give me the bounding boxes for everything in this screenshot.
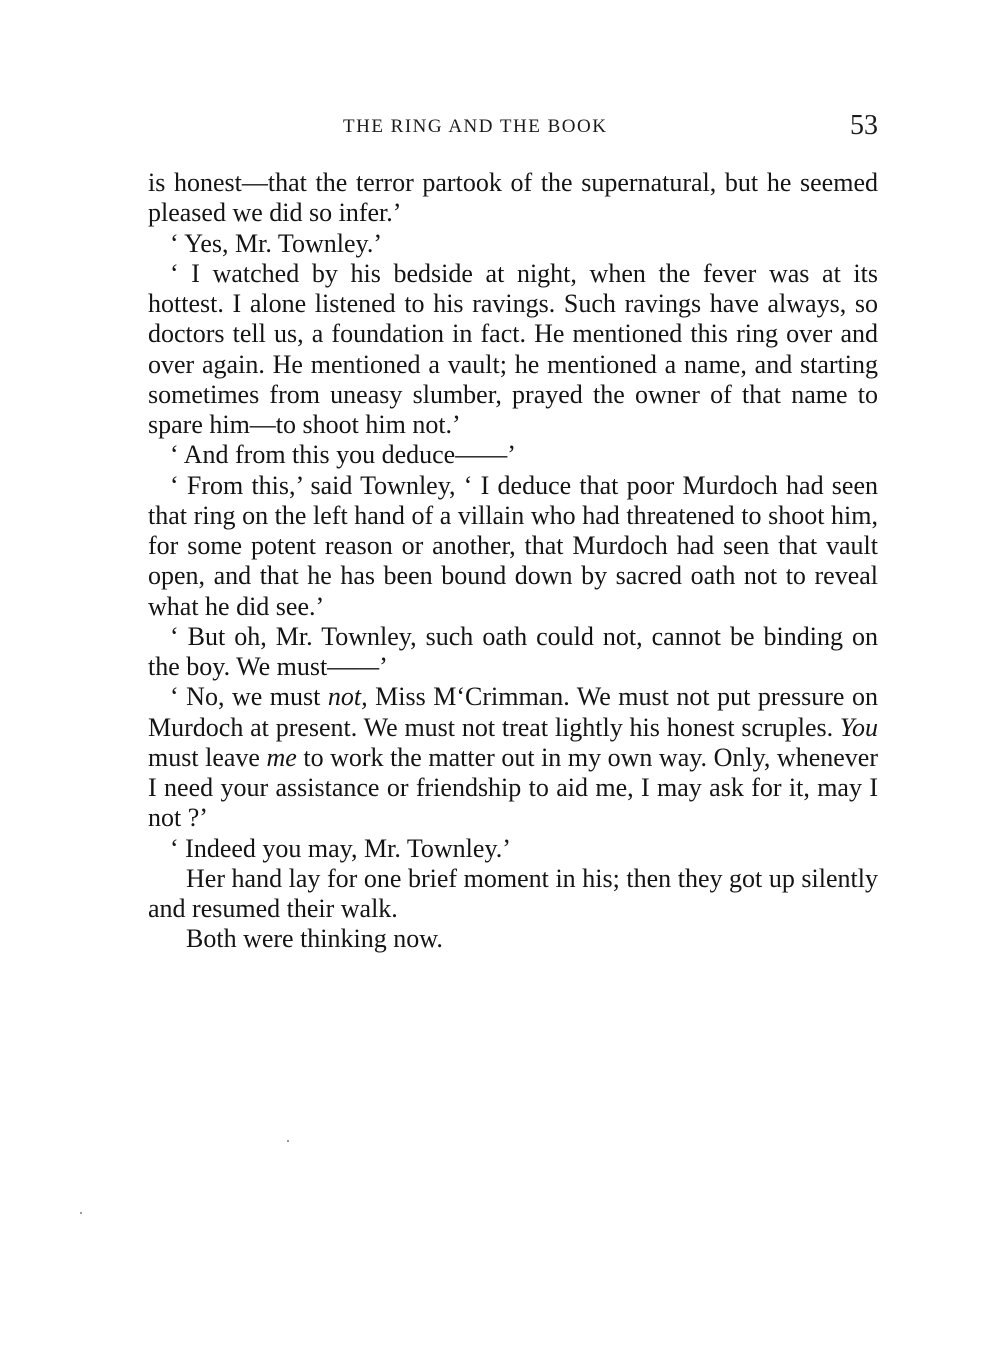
paragraph-3: ‘ I watched by his bedside at night, when the fever was at its hottest. I alone listened to his ravings. Such ravings have always, so doctors tell us, a foundation in fact. He mentioned this ring over and over again. He mentioned a vault; he mentioned a name, and starting sometimes from uneasy slumber, prayed the owner of that name to spare him—to shoot him not.’ — [148, 258, 878, 439]
running-header — [148, 112, 878, 142]
paragraph-7-part-e: must leave — [148, 742, 267, 772]
paragraph-10: Both were thinking now. — [186, 924, 443, 954]
paper-speck — [287, 1140, 289, 1142]
body-text — [148, 168, 878, 955]
paragraph-7-emphasis-you: You — [839, 712, 878, 742]
paragraph-9: Her hand lay for one brief moment in his; then they got up silently and resumed their walk. — [148, 863, 878, 923]
paragraph-6: ‘ But oh, Mr. Townley, such oath could not, cannot be binding on the boy. We must——’ — [148, 621, 878, 681]
paragraph-8: ‘ Indeed you may, Mr. Townley.’ — [170, 833, 511, 863]
paragraph-5: ‘ From this,’ said Townley, ‘ I deduce that poor Murdoch had seen that ring on the left hand of a villain who had threatened to shoot him, for some potent reason or another, that Murdoch had seen that vault open, and that he has been bound down by sacred oath not to reveal what he did see.’ — [148, 470, 878, 621]
page-number: 53 — [850, 110, 878, 141]
paragraph-7-emphasis-not: not, — [327, 682, 368, 712]
paragraph-7-part-a: ‘ No, we must — [170, 682, 328, 712]
paper-speck — [80, 1212, 82, 1214]
paragraph-7-emphasis-me: me — [266, 742, 297, 772]
paragraph-2: ‘ Yes, Mr. Townley.’ — [170, 228, 382, 258]
paragraph-1: is honest—that the terror partook of the supernatural, but he seemed pleased we did so infer.’ — [148, 168, 878, 228]
paragraph-7-part-c: Miss M‘Crimman. We must not put pressure on Murdoch at present. We must not treat lightly his honest scruples. — [148, 682, 878, 742]
paragraph-7 — [148, 682, 878, 833]
running-title: THE RING AND THE BOOK — [343, 116, 608, 137]
paragraph-4: ‘ And from this you deduce——’ — [170, 440, 516, 470]
paragraph-7-part-g: to work the matter out in my own way. Only, whenever I need your assistance or friendship to aid me, I may ask for it, may I not ?’ — [148, 742, 878, 833]
